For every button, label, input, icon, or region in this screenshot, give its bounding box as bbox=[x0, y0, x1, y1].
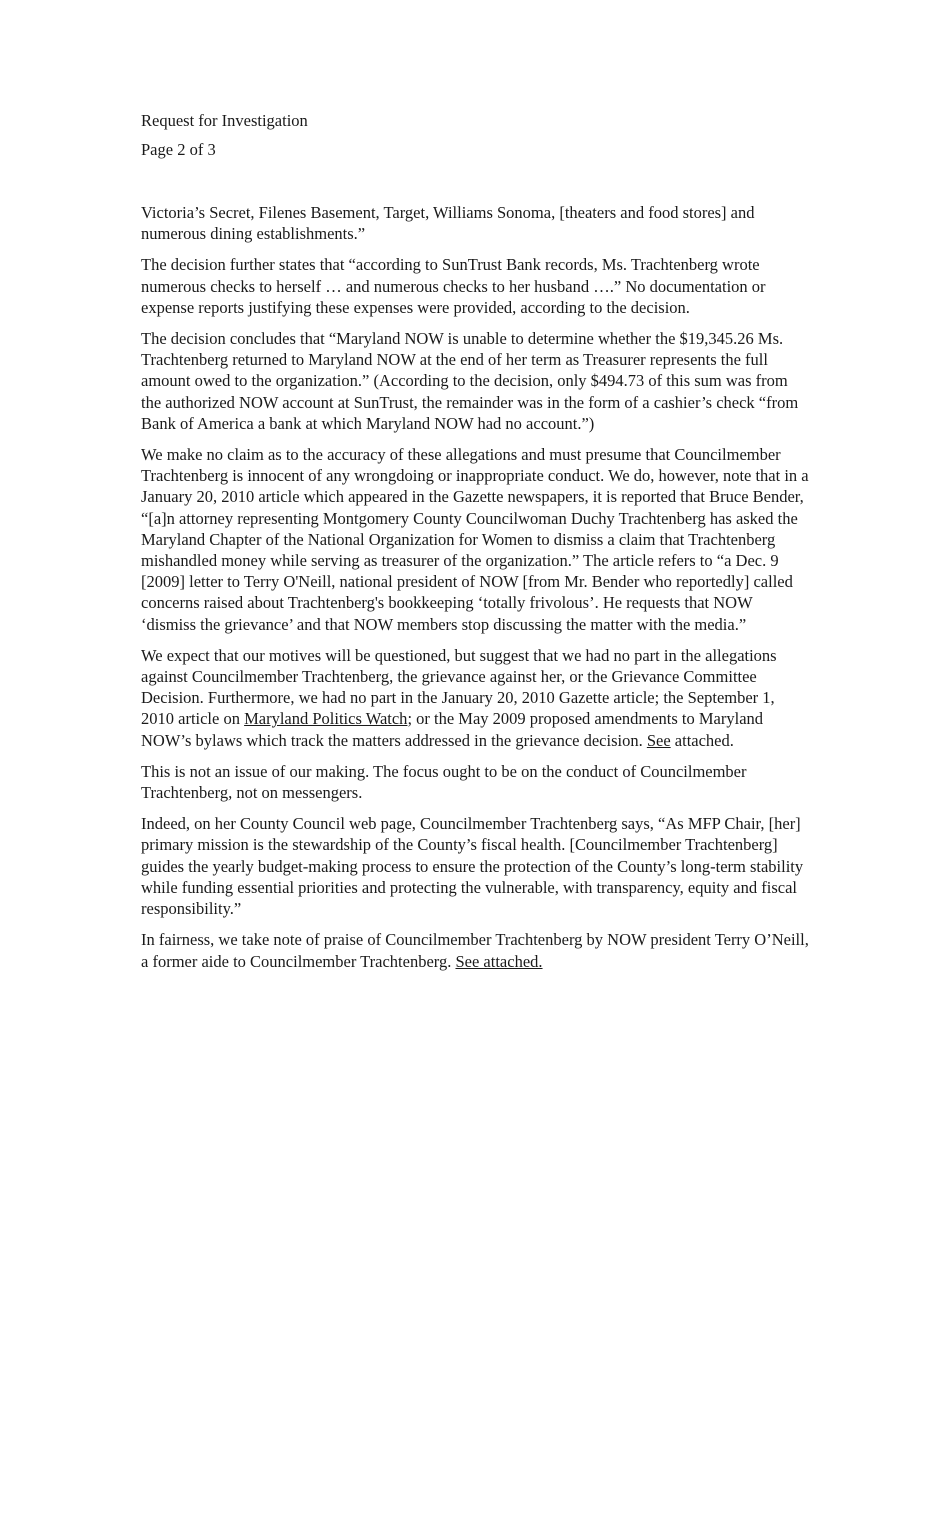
page-header bbox=[141, 110, 308, 161]
paragraph-checks: The decision further states that “according to SunTrust Bank records, Ms. Trachtenberg wrote numerous checks to herself … and numerous checks to her husband ….” No documentation or expense reports justifying these expenses were provided, according to the decision. bbox=[141, 255, 766, 317]
paragraph-web-page-quote: Indeed, on her County Council web page, Councilmember Trachtenberg says, “As MFP Chair, [her] primary mission is the stewardship of the County’s fiscal health. [Councilmember Trachtenberg] guides the yearly budget-making process to ensure the protection of the County’s long-term stability while funding essential priorities and protecting the vulnerable, with transparency, equity and fiscal responsibility.” bbox=[141, 814, 804, 919]
paragraph-focus: This is not an issue of our making. The focus ought to be on the conduct of Councilmember Trachtenberg, not on messengers. bbox=[141, 761, 747, 803]
page-number: Page 2 of 3 bbox=[141, 140, 216, 159]
paragraph-fairness bbox=[141, 929, 811, 971]
paragraph-allegations: We make no claim as to the accuracy of these allegations and must presume that Councilmember Trachtenberg is innocent of any wrongdoing or inappropriate conduct. We do, however, note that in a January 20, 2010 article which appeared in the Gazette newspapers, it is reported that Bruce Bender, “[a]n attorney representing Montgomery County Councilwoman Duchy Trachtenberg has asked the Maryland Chapter of the National Organization for Women to dismiss a claim that Trachtenberg mishandled money while serving as treasurer of the organization.” The article refers to “a Dec. 9 [2009] letter to Terry O'Neill, national president of NOW [from Mr. Bender who reportedly] called concerns raised about Trachtenberg's bookkeeping ‘totally frivolous’. He requests that NOW ‘dismiss the grievance’ and that NOW members stop discussing the matter with the media.” bbox=[141, 445, 809, 634]
see-attached-link-final[interactable]: See attached. bbox=[455, 951, 543, 971]
paragraph-conclusion: The decision concludes that “Maryland NOW is unable to determine whether the $19,345.26 Ms. Trachtenberg returned to Maryland NOW at the end of her term as Treasurer represents the full amount owed to the organization.” (According to the decision, only $494.73 of this sum was from the authorized NOW account at SunTrust, the remainder was in the form of a cashier’s check “from Bank of America a bank at which Maryland NOW had no account.”) bbox=[141, 329, 799, 433]
paragraph-purchases: Victoria’s Secret, Filenes Basement, Target, Williams Sonoma, [theaters and food stores] and numerous dining establishments.” bbox=[141, 203, 755, 244]
paragraph-fairness-text: In fairness, we take note of praise of Councilmember Trachtenberg by NOW president Terry O’Neill, a former aide to Councilmember Trachtenberg. bbox=[141, 930, 809, 971]
document-title: Request for Investigation bbox=[141, 111, 308, 130]
maryland-politics-watch-link[interactable]: Maryland Politics Watch bbox=[244, 709, 408, 729]
paragraph-motives bbox=[141, 645, 811, 751]
document-body bbox=[141, 202, 811, 982]
paragraph-motives-text-c: attached. bbox=[670, 730, 734, 750]
paragraph-motives-text-a: We expect that our motives will be questioned, but suggest that we had no part in the allegations against Councilmember Trachtenberg, the grievance against her, or the Grievance Committee Decision. Furthermore, we had no part in the January 20, 2010 Gazette article; the September 1, 2010 article on bbox=[141, 645, 777, 729]
see-attached-link[interactable]: See bbox=[646, 730, 671, 750]
paragraph-motives-text-b: ; or the May 2009 proposed amendments to Maryland NOW’s bylaws which track the matters addressed in the grievance decision. bbox=[141, 709, 764, 750]
